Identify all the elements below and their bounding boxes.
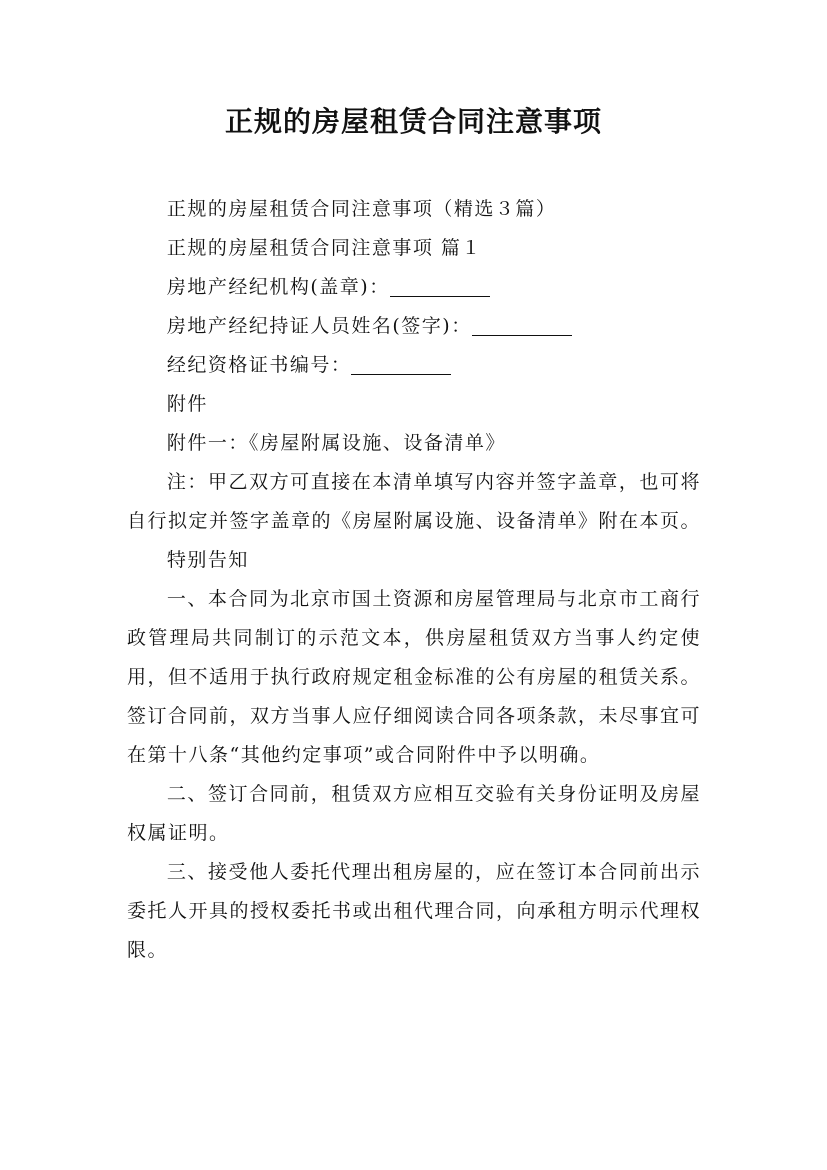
clause-3-paragraph: 三、接受他人委托代理出租房屋的，应在签订本合同前出示委托人开具的授权委托书或出租代理合同，向承租方明示代理权限。 xyxy=(127,861,702,961)
document-body xyxy=(127,190,701,970)
attachment-heading: 附件 xyxy=(166,393,208,415)
agent-signature-line xyxy=(127,307,701,346)
clause-1-paragraph: 一、本合同为北京市国土资源和房屋管理局与北京市工商行政管理局共同制订的示范文本，供房屋租赁双方当事人约定使用，但不适用于执行政府规定租金标准的公有房屋的租赁关系。签订合同前，双方当事人应仔细阅读合同各项条款，未尽事宜可在第十八条“其他约定事项”或合同附件中予以明确。 xyxy=(127,588,702,766)
certificate-number-label: 经纪资格证书编号： xyxy=(166,354,352,376)
document-title: 正规的房屋租赁合同注意事项 xyxy=(224,105,602,138)
agent-signature-label: 房地产经纪持证人员姓名(签字)： xyxy=(166,315,472,337)
certificate-number-blank xyxy=(351,354,451,375)
note-paragraph: 注：甲乙双方可直接在本清单填写内容并签字盖章，也可将自行拟定并签字盖章的《房屋附属设施、设备清单》附在本页。 xyxy=(127,471,702,532)
agent-signature-blank xyxy=(472,315,572,336)
agency-seal-label: 房地产经纪机构(盖章)： xyxy=(166,276,390,298)
part-heading: 正规的房屋租赁合同注意事项 篇１ xyxy=(166,237,482,259)
agency-seal-line xyxy=(127,268,701,307)
clause-2-paragraph: 二、签订合同前，租赁双方应相互交验有关身份证明及房屋权属证明。 xyxy=(127,783,701,844)
agency-seal-blank xyxy=(390,276,490,297)
attachment-one-line: 附件一：《房屋附属设施、设备清单》 xyxy=(166,432,506,454)
subtitle-line: 正规的房屋租赁合同注意事项（精选３篇） xyxy=(166,198,557,220)
certificate-number-line xyxy=(127,346,701,385)
notice-heading: 特别告知 xyxy=(166,549,249,571)
